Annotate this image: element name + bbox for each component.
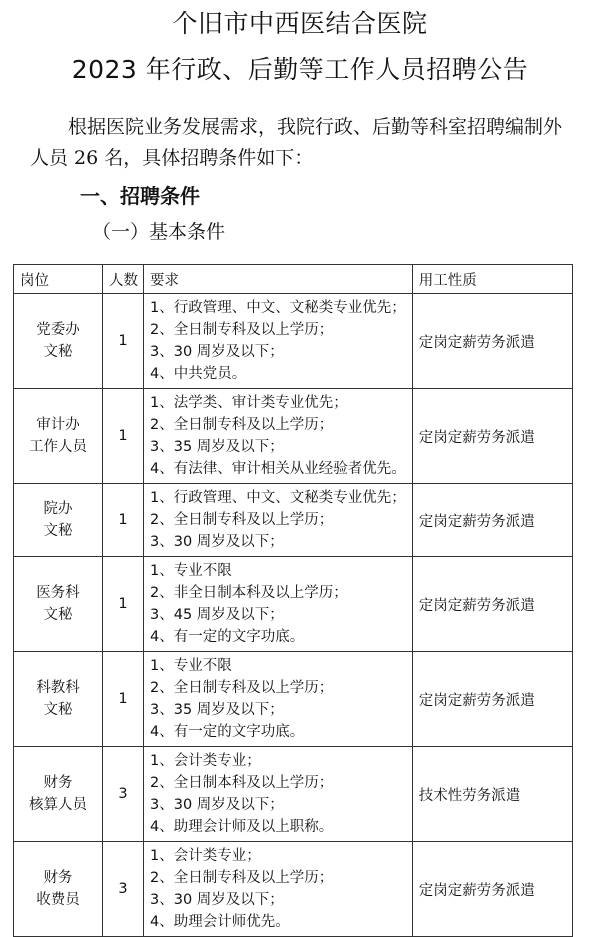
requirement-item: 4、助理会计师优先。 [150,914,290,930]
requirement-item: 1、专业不限 [150,658,232,674]
employment-type-cell: 定岗定薪劳务派遣 [412,842,572,937]
requirements-cell [144,842,413,937]
requirement-item: 1、行政管理、中文、文秘类专业优先； [150,300,406,316]
post-cell [14,557,103,652]
count-cell: 1 [103,652,144,747]
requirement-item: 2、全日制专科及以上学历； [150,512,334,528]
requirement-item: 4、有法律、审计相关从业经验者优先。 [150,461,406,477]
requirements-cell [144,652,413,747]
requirements-cell [144,557,413,652]
requirement-item: 4、有一定的文字功底。 [150,629,305,645]
header-requirements: 要求 [144,265,413,294]
employment-type-cell: 定岗定薪劳务派遣 [412,484,572,557]
table-row [14,294,573,389]
requirement-item: 1、行政管理、中文、文秘类专业优先； [150,490,406,506]
employment-type-cell: 定岗定薪劳务派遣 [412,294,572,389]
page-title: 个旧市中西医结合医院 [172,9,428,38]
post-cell [14,842,103,937]
page-subtitle: 2023 年行政、后勤等工作人员招聘公告 [71,55,529,84]
header-count: 人数 [103,265,144,294]
table-row [14,652,573,747]
post-name-line: 收费员 [36,892,80,908]
post-cell [14,652,103,747]
requirement-item: 3、35 周岁及以下； [150,702,284,718]
count-cell: 3 [103,842,144,937]
employment-type-cell: 定岗定薪劳务派遣 [412,652,572,747]
employment-type-cell: 技术性劳务派遣 [412,747,572,842]
post-cell [14,294,103,389]
recruitment-table [13,264,573,937]
requirement-item: 3、35 周岁及以下； [150,439,284,455]
requirement-item: 2、全日制专科及以上学历； [150,417,334,433]
table-row [14,842,573,937]
post-name-line: 文秘 [43,344,73,360]
post-cell [14,389,103,484]
post-name-line: 文秘 [43,523,73,539]
requirement-item: 3、30 周岁及以下； [150,344,284,360]
count-cell: 1 [103,389,144,484]
post-name-line: 科教科 [36,680,80,696]
table-row [14,557,573,652]
section-heading: 一、招聘条件 [80,184,200,208]
subsection-heading: （一）基本条件 [92,221,226,243]
requirement-item: 1、会计类专业； [150,848,261,864]
employment-type-cell: 定岗定薪劳务派遣 [412,557,572,652]
requirements-cell [144,747,413,842]
requirement-item: 2、全日制专科及以上学历； [150,680,334,696]
table-row [14,389,573,484]
intro-paragraph: 根据医院业务发展需求，我院行政、后勤等科室招聘编制外人员 26 名，具体招聘条件如下： [30,116,563,169]
post-cell [14,484,103,557]
post-cell [14,747,103,842]
requirement-item: 1、会计类专业； [150,753,261,769]
post-name-line: 文秘 [43,607,73,623]
requirement-item: 4、有一定的文字功底。 [150,724,305,740]
requirement-item: 3、30 周岁及以下； [150,534,284,550]
post-name-line: 财务 [43,870,73,886]
requirement-item: 1、法学类、审计类专业优先； [150,395,348,411]
requirement-item: 4、助理会计师及以上职称。 [150,819,334,835]
requirement-item: 3、30 周岁及以下； [150,892,284,908]
requirement-item: 4、中共党员。 [150,366,247,382]
header-post: 岗位 [14,265,103,294]
requirements-cell [144,389,413,484]
requirement-item: 2、全日制专科及以上学历； [150,322,334,338]
requirement-item: 2、全日制专科及以上学历； [150,870,334,886]
post-name-line: 核算人员 [29,797,87,813]
post-name-line: 党委办 [36,322,80,338]
table-header-row [14,265,573,294]
post-name-line: 工作人员 [29,439,87,455]
post-name-line: 文秘 [43,702,73,718]
requirements-cell [144,294,413,389]
requirement-item: 3、45 周岁及以下； [150,607,284,623]
count-cell: 1 [103,557,144,652]
post-name-line: 院办 [43,501,73,517]
requirement-item: 1、专业不限 [150,563,232,579]
post-name-line: 审计办 [36,417,80,433]
post-name-line: 财务 [43,775,73,791]
requirement-item: 2、全日制本科及以上学历； [150,775,334,791]
employment-type-cell: 定岗定薪劳务派遣 [412,389,572,484]
count-cell: 1 [103,294,144,389]
post-name-line: 医务科 [36,585,80,601]
count-cell: 3 [103,747,144,842]
header-employment-type: 用工性质 [412,265,572,294]
table-row [14,484,573,557]
table-row [14,747,573,842]
requirement-item: 3、30 周岁及以下； [150,797,284,813]
requirement-item: 2、非全日制本科及以上学历； [150,585,348,601]
requirements-cell [144,484,413,557]
count-cell: 1 [103,484,144,557]
